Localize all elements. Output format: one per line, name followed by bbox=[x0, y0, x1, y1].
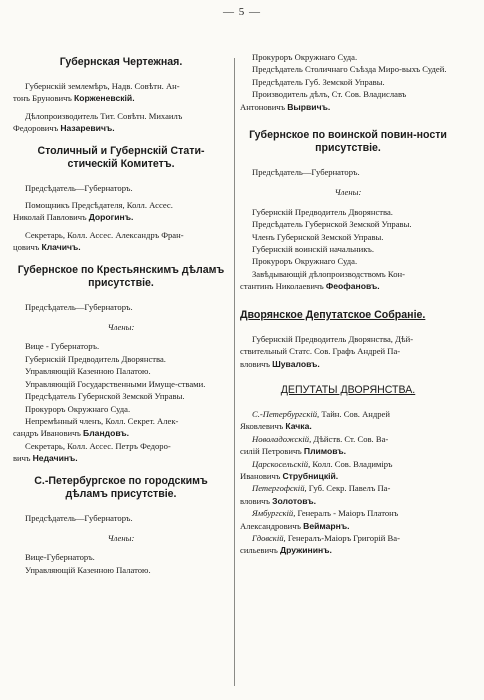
deputy-item bbox=[240, 433, 456, 458]
entry-text: Производитель дѣлъ, Ст. Сов. Владиславъ bbox=[252, 89, 407, 100]
entry-text: Губернскій землемѣръ, Надв. Совѣтн. Ан- bbox=[25, 81, 180, 91]
entry-text: цовичъ bbox=[13, 242, 42, 253]
member-item bbox=[240, 268, 456, 293]
entry-text: вловичъ bbox=[240, 495, 273, 506]
entry-text: сандръ Ивановичъ bbox=[13, 428, 84, 439]
entry-text: Дѣлопроизводитель Тит. Совѣтн. Михаилъ bbox=[25, 110, 183, 121]
uezd-name: С.-Петербургскій, bbox=[252, 408, 320, 419]
uezd-name: Новоладожскій, bbox=[252, 433, 312, 444]
member-item: Управляющій Казенною Палатою. bbox=[25, 564, 151, 575]
page-number: — 5 — bbox=[223, 6, 261, 18]
entry-predsedatel: Предсѣдатель—Губернаторъ. bbox=[252, 167, 360, 178]
member-item: Вице-Губернаторъ. bbox=[25, 552, 95, 563]
person-name: Клачичъ. bbox=[41, 242, 81, 253]
person-name: Дружининъ. bbox=[280, 545, 332, 556]
entry-predsedatel: Предсѣдатель—Губернаторъ. bbox=[25, 512, 133, 523]
person-name: Плимовъ. bbox=[303, 446, 347, 457]
entry-predsedatel: Предсѣдатель—Губернаторъ. bbox=[25, 301, 133, 312]
section-title-chertezhnaya: Губернская Чертежная. bbox=[59, 56, 183, 68]
right-column bbox=[240, 51, 456, 557]
member-item: Губернскій Предводитель Дворянства. bbox=[25, 353, 166, 364]
entry-text: Ивановичъ bbox=[240, 470, 283, 481]
person-name: Шуваловъ. bbox=[272, 358, 320, 369]
entry-deloproizvoditel bbox=[13, 110, 229, 135]
deputy-item bbox=[240, 532, 456, 557]
entry-text: стантинъ Николаевичъ bbox=[240, 281, 326, 292]
entry-text: Александровичъ bbox=[240, 520, 304, 531]
section-title-military-service: Губернское по воинской повин-ности присутствіе. bbox=[249, 129, 447, 155]
column-divider bbox=[234, 58, 235, 686]
member-item bbox=[240, 88, 456, 113]
entry-text: Секретарь, Колл. Ассес. Александръ Фран- bbox=[25, 229, 184, 240]
deputy-item bbox=[240, 507, 456, 532]
uezd-name: Гдовскій, bbox=[252, 532, 286, 543]
entry-text: вичъ bbox=[13, 453, 33, 464]
entry-text: Завѣдывающій дѣлопроизводствомъ Кон- bbox=[252, 268, 405, 279]
person-name: Дорогинъ. bbox=[88, 212, 134, 223]
uezd-name: Царскосельскій, bbox=[252, 458, 311, 469]
person-name: Струбницкій. bbox=[282, 470, 339, 481]
entry-pomoshchnik bbox=[13, 199, 229, 224]
entry-predsedatel: Предсѣдатель—Губернаторъ. bbox=[25, 182, 133, 193]
deputy-item bbox=[240, 458, 456, 483]
members-subheading: Члены: bbox=[334, 187, 362, 198]
entry-text: Непремѣнный членъ, Колл. Секрет. Алек- bbox=[25, 415, 179, 426]
person-name: Бландовъ. bbox=[83, 428, 130, 439]
member-item: Предсѣдатель Губернской Земской Управы. bbox=[25, 391, 185, 402]
person-name: Недачинъ. bbox=[32, 453, 78, 464]
member-item: Предсѣдатель Столичнаго Съѣзда Миро-выхъ Судей. bbox=[252, 64, 447, 75]
entry-sekretar bbox=[13, 229, 229, 254]
entry-zemlemer bbox=[13, 80, 229, 105]
member-item: Управляющій Казенною Палатою. bbox=[25, 366, 151, 377]
person-name: Вырвичъ. bbox=[287, 101, 331, 112]
member-item bbox=[13, 415, 229, 440]
entry-text: Николай Павловичъ bbox=[13, 212, 89, 223]
uezd-name: Ямбургскій, bbox=[252, 508, 296, 519]
section-title-deputies: ДЕПУТАТЫ ДВОРЯНСТВА. bbox=[280, 383, 416, 396]
member-item: Вице - Губернаторъ. bbox=[25, 341, 100, 352]
entry-text: Секретарь, Колл. Ассес. Петръ Федоро- bbox=[25, 440, 171, 451]
entry-text: силій Петровичъ bbox=[240, 446, 304, 457]
section-title-city-affairs: С.-Петербургское по городскимъ дѣламъ присутствіе. bbox=[34, 474, 208, 500]
member-item: Прокуроръ Окружнаго Суда. bbox=[25, 403, 131, 414]
member-item: Предсѣдатель Губ. Земской Управы. bbox=[252, 76, 385, 87]
section-title-deputy-assembly: Дворянское Депутатское Собраніе. bbox=[240, 308, 426, 321]
person-name: Качка. bbox=[285, 421, 312, 432]
member-item: Членъ Губернской Земской Управы. bbox=[252, 231, 384, 242]
person-name: Феофановъ. bbox=[325, 281, 380, 292]
entry-text: вловичъ bbox=[240, 358, 273, 369]
uezd-name: Петергофскій, bbox=[252, 483, 307, 494]
entry-text: тонъ Бруновичъ bbox=[13, 93, 75, 104]
entry-text: Дѣйств. Ст. Сов. Ва- bbox=[311, 433, 389, 444]
entry-text: Генералъ-Маіоръ Григорій Ва- bbox=[285, 532, 400, 543]
entry-text: Антоновичъ bbox=[240, 101, 288, 112]
section-title-peasant-affairs: Губернское по Крестьянскимъ дѣламъ присутствіе. bbox=[17, 263, 225, 289]
members-subheading: Члены: bbox=[107, 532, 135, 543]
member-item: Губернскій Предводитель Дворянства. bbox=[252, 206, 393, 217]
member-item: Предсѣдатель Губернской Земской Управы. bbox=[252, 219, 412, 230]
entry-text: Тайн. Сов. Андрей bbox=[319, 408, 390, 419]
entry-text: Помощникъ Предсѣдателя, Колл. Ассес. bbox=[25, 200, 173, 211]
members-subheading: Члены: bbox=[107, 322, 135, 333]
entry-text: ствительный Статс. Сов. Графъ Андрей Па- bbox=[240, 346, 401, 357]
entry-text: Колл. Сов. Владиміръ bbox=[310, 458, 393, 469]
entry-text: Яковлевичъ bbox=[240, 421, 286, 432]
member-item: Губернскій воинскій начальникъ. bbox=[252, 244, 374, 255]
entry-text: Федоровичъ bbox=[13, 123, 61, 134]
entry-text: Губ. Секр. Павелъ Па- bbox=[306, 483, 391, 494]
left-column bbox=[13, 38, 229, 576]
person-name: Золотовъ. bbox=[272, 495, 316, 506]
person-name: Корженевскій. bbox=[74, 93, 135, 104]
entry-text: сильевичъ bbox=[240, 545, 281, 556]
deputy-item bbox=[240, 482, 456, 507]
member-item: Прокуроръ Окружнаго Суда. bbox=[252, 52, 358, 62]
member-item bbox=[13, 440, 229, 465]
member-item: Прокуроръ Окружнаго Суда. bbox=[252, 256, 358, 267]
entry-predvoditel bbox=[240, 333, 456, 370]
person-name: Назаревичъ. bbox=[60, 123, 115, 134]
entry-text: Губернскій Предводитель Дворянства, Дѣй- bbox=[252, 333, 414, 344]
entry-text: Генералъ - Маіоръ Платонъ bbox=[295, 508, 399, 519]
member-item: Управляющій Государственными Имуще-ствами. bbox=[25, 378, 206, 389]
deputy-item bbox=[240, 408, 456, 433]
person-name: Веймарнъ. bbox=[303, 520, 350, 531]
section-title-statistics-committee: Столичный и Губернскій Стати-стическій Комитетъ. bbox=[37, 144, 205, 170]
